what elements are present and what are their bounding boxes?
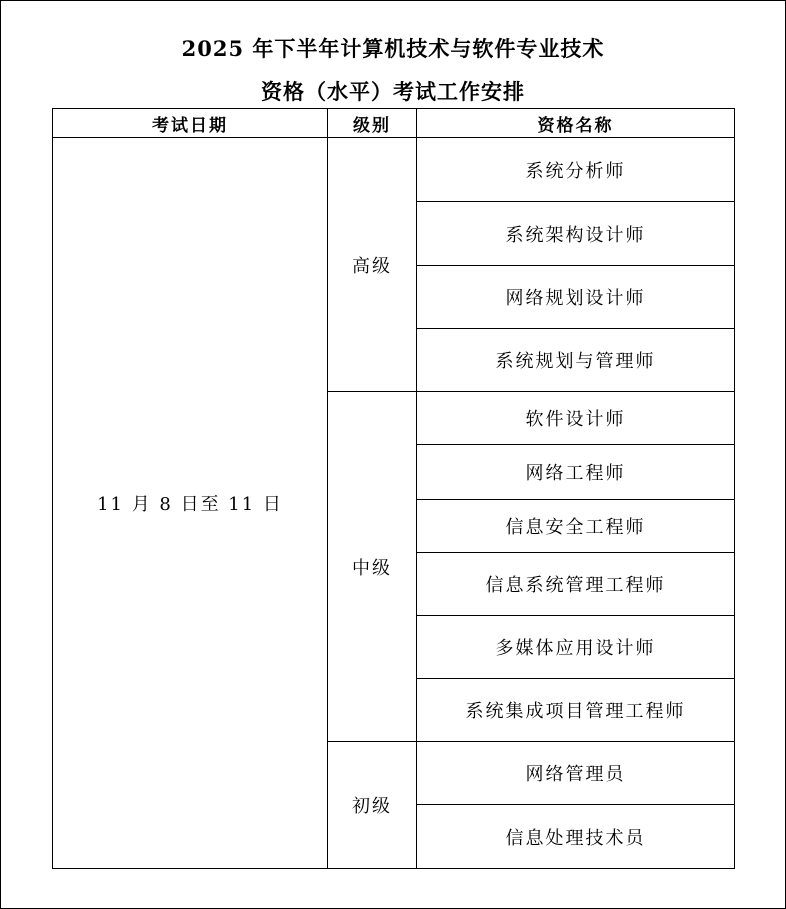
qualification-cell: 系统架构设计师	[417, 202, 735, 266]
qualification-cell: 系统集成项目管理工程师	[417, 679, 735, 742]
level-senior: 高级	[328, 138, 417, 392]
qualification-cell: 多媒体应用设计师	[417, 616, 735, 679]
qualification-cell: 信息安全工程师	[417, 500, 735, 553]
header-exam-date: 考试日期	[53, 109, 328, 138]
qualification-cell: 系统规划与管理师	[417, 329, 735, 392]
qualification-cell: 网络规划设计师	[417, 266, 735, 329]
exam-schedule-table	[52, 108, 735, 869]
qualification-cell: 网络管理员	[417, 742, 735, 805]
document-title-line1: 2025 年下半年计算机技术与软件专业技术	[181, 36, 605, 61]
qualification-cell: 系统分析师	[417, 138, 735, 202]
qualification-cell: 软件设计师	[417, 392, 735, 445]
document-title-line2: 资格（水平）考试工作安排	[261, 79, 525, 104]
level-junior: 初级	[328, 742, 417, 869]
table-row	[53, 138, 735, 202]
exam-date-cell: 11 月 8 日至 11 日	[53, 138, 328, 869]
header-row	[53, 109, 735, 138]
header-qualification-name: 资格名称	[417, 109, 735, 138]
header-level: 级别	[328, 109, 417, 138]
qualification-cell: 信息系统管理工程师	[417, 553, 735, 616]
qualification-cell: 网络工程师	[417, 445, 735, 500]
level-intermediate: 中级	[328, 392, 417, 742]
qualification-cell: 信息处理技术员	[417, 805, 735, 869]
